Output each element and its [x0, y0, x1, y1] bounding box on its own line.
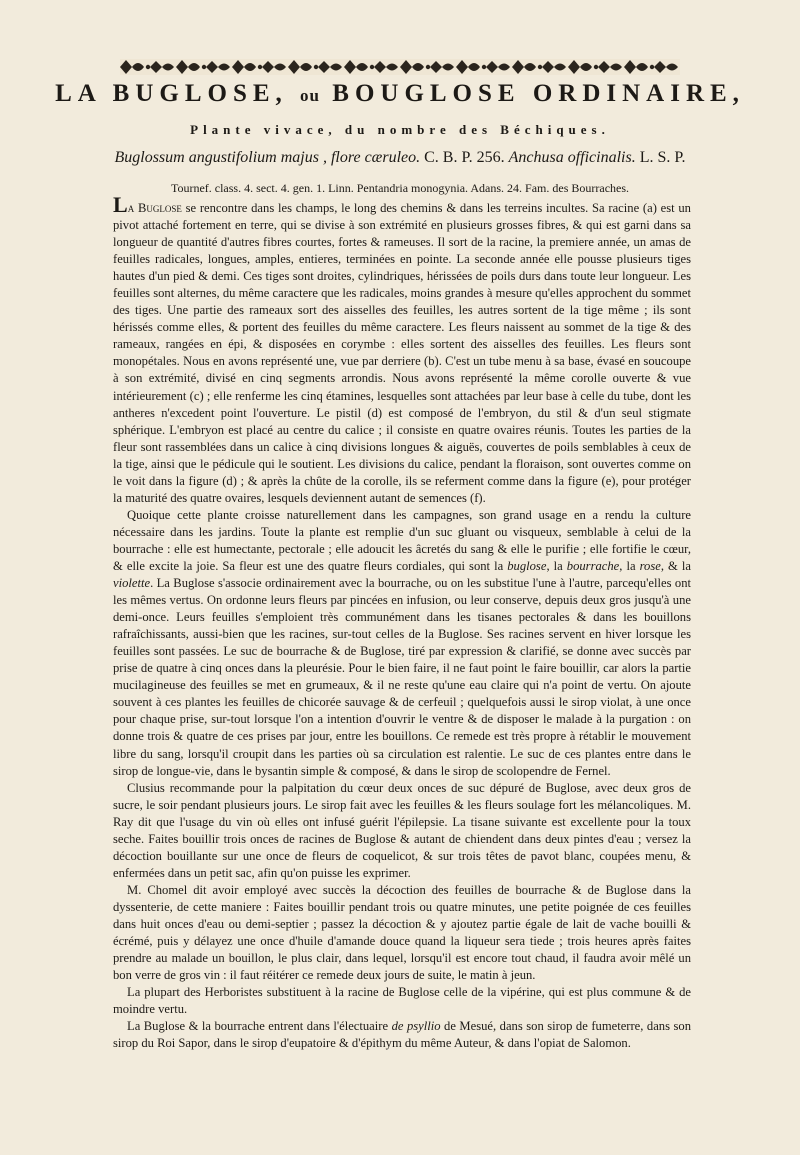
paragraph-6-text-b: de Mesué, dans son sirop de fumeterre, dans son sirop du Roi Sapor, dans le sirop d'eupatoire & d'épithym du même Auteur, & dans l'opiat de Salomon.	[113, 1019, 691, 1051]
separator: , la	[546, 558, 567, 573]
drop-cap: L	[113, 192, 128, 217]
separator: , & la	[660, 558, 691, 573]
ornament-band-icon	[120, 58, 680, 76]
term-de-psyllio: de psyllio	[391, 1019, 441, 1034]
paragraph-5: La plupart des Herboristes substituent à la racine de Buglose celle de la vipérine, qui est plus commune & de moindre vertu.	[113, 985, 691, 1017]
title-part-1: LA BUGLOSE,	[55, 80, 288, 107]
page-title	[0, 80, 800, 108]
body-text	[113, 192, 691, 1052]
paragraph-6	[113, 1018, 691, 1052]
latin-name-line	[0, 149, 800, 167]
term-rose: rose	[639, 558, 661, 573]
term-buglose: buglose	[507, 558, 547, 573]
paragraph-1-lead: a Buglose	[127, 201, 182, 215]
classification-references: Tournef. class. 4. sect. 4. gen. 1. Linn. Pentandria monogynia. Adans. 24. Fam. des Bourraches.	[170, 181, 630, 195]
paragraph-3: Clusius recommande pour la palpitation du cœur deux onces de suc dépuré de Buglose, avec deux gros de sucre, le soir pendant plusieurs jours. Le sirop fait avec les feuilles & les fleurs soulage fort les mélancoliques. M. Ray dit que l'usage du vin où elles ont infusé guérit l'épilepsie. La tisane suivante est excellente pour la toux seche. Faites bouillir trois onces de racines de Buglose & autant de chiendent dans deux pintes d'eau ; versez la décoction bouillante sur une once de fleurs de coquelicot, & sur trois têtes de pavot blanc, coupées menu, & enfermées dans un petit sac, afin qu'on puisse les exprimer.	[113, 780, 691, 880]
paragraph-4: M. Chomel dit avoir employé avec succès la décoction des feuilles de bourrache & de Buglose dans la dyssenterie, de cette maniere : Faites bouillir pendant trois ou quatre minutes, une petite poignée de ces feuilles dans huit onces d'eau ou demi-septier ; passez la décoction & y ajoutez partie égale de lait de vache bouilli & écrémé, puis y délayez une once d'huile d'amande douce quand la liqueur sera tiede ; trois heures après faites prendre au malade un bouillon, le plus clair, dans lequel, lorsqu'il est encore tout chaud, il faudra avoir mêlé un bon verre de gros vin : il faut réitérer ce remede deux jours de suite, le matin à jeun.	[113, 882, 691, 983]
paragraph-6-text-a: La Buglose & la bourrache entrent dans l'électuaire	[127, 1019, 392, 1034]
paragraph-1-text: se rencontre dans les champs, le long des chemins & dans les terreins incultes. Sa racine (a) est un pivot attaché fortement en terre, qui se divise à son extrémité en plusieurs grosses fibres, & qui est garni dans sa longueur de quantité d'autres fibres courtes, fortes & rameuses. Il sort de la racine, la premiere année, un amas de feuilles radicales, longues, amples, entieres, terminées en pointe. La seconde année elle pousse plusieurs tiges hautes d'un pied & demi. Ces tiges sont droites, cylindriques, hérissées de poils durs dans toute leur longueur. Les feuilles sont alternes, du même caractere que les radicales, moins grandes à mesure qu'elles approchent du sommet des tiges. Une partie des rameaux sort des aisselles des feuilles, les autres sortent de la tige même ; ils sont hérissés comme elles, & portent des feuilles du même caractere. Les fleurs naissent au sommet de la tige & des rameaux, rangées en épi, & disposées en corymbe : elles sortent des aisselles des feuilles. Les fleurs sont monopétales. Nous en avons représenté une, vue par derriere (b). C'est un tube menu à sa base, évasé en soucoupe à son extrémité, divisé en cinq segments arrondis. Nous avons représenté la même corolle ouverte & vue intérieurement (c) ; elle renferme les cinq étamines, lesquelles sont attachées par leur base à celle du tube, dont les antheres n'excedent point l'ouverture. Le pistil (d) est composé de l'embryon, du stil & d'un seul stigmate sphérique. L'embryon est placé au centre du calice ; il consiste en quatre ovaires réunis. Toutes les parties de la fleur sont rassemblées dans un calice à cinq divisions longues & aiguës, couvertes de poils semblables à ceux de la tige, ainsi que le pédicule qui le soutient. Les divisions du calice, pendant la floraison, sont ouvertes comme on le voit dans la figure (d) ; & après la chûte de la corolle, ils se referment comme dans la figure (e), pour protéger la maturité des quatre ovaires, lesquels deviennent autant de semences (f).	[113, 201, 691, 505]
term-violette: violette	[113, 576, 151, 591]
latin-name: Buglossum angustifolium majus , flore cæruleo.	[114, 149, 421, 166]
term-bourrache: bourrache	[566, 558, 620, 573]
separator: , la	[619, 558, 640, 573]
title-connector: ou	[300, 86, 321, 105]
paragraph-2	[113, 507, 691, 780]
paragraph-2-text-a: Quoique cette plante croisse naturellement dans les campagnes, son grand usage en a rendu la culture nécessaire dans les jardins. Toute la plante est remplie d'un suc gluant ou visqueux, semblable à celui de la bourrache : elle est humectante, pectorale ; elle adoucit les âcretés du sang & elle le purifie ; elle fortifie le cœur, & elle excite la joie. Sa fleur est une des quatre fleurs cordiales, qui sont la	[113, 507, 691, 573]
paragraph-1	[113, 192, 691, 507]
page-subtitle: Plante vivace, du nombre des Béchiques.	[190, 122, 610, 137]
latin-ref-1: C. B. P. 256.	[424, 149, 505, 166]
latin-name-2: Anchusa officinalis.	[508, 149, 636, 166]
latin-ref-2: L. S. P.	[639, 149, 686, 166]
paragraph-2-text-b: . La Buglose s'associe ordinairement avec la bourrache, ou on les substitue l'une à l'autre, parcequ'elles ont les mêmes vertus. On ordonne leurs fleurs par pincées en infusion, ou leur conserve, depuis deux gros jusqu'à une demi-once. Leurs feuilles s'emploient très communément dans les tisanes pectorales & dans les bouillons rafraîchissants, aussi-bien que les racines, sur-tout celles de la Buglose. Ses racines servent en hiver lorsque les feuilles sont passées. Le suc de bourrache & de Buglose, tiré par expression & clarifié, se donne avec succès par prise de quatre à cinq onces dans la pleurésie. Pour le bien faire, il ne faut point le faire bouillir, car alors la partie mucilagineuse des feuilles se met en grumeaux, & il ne reste qu'une eau claire qui n'a point de vertu. On ajoute souvent à ces plantes les feuilles de chicorée sauvage & de cerfeuil ; quelquefois aussi le sirop violat, à une once pour chaque prise, sur-tout lorsque l'on a intention d'ouvrir le ventre & de disposer le malade à la purgation : on donne trois & quatre de ces prises par jour, entre les bouillons. Ce remede est très propre à rétablir le mouvement libre du sang, lorsqu'il croupit dans les parties où sa circulation est ralentie. Le suc de ces plantes entre dans le sirop de longue-vie, dans le bysantin simple & composé, & dans le sirop de scolopendre de Fernel.	[113, 576, 691, 778]
title-part-2: BOUGLOSE ORDINAIRE,	[332, 80, 745, 107]
